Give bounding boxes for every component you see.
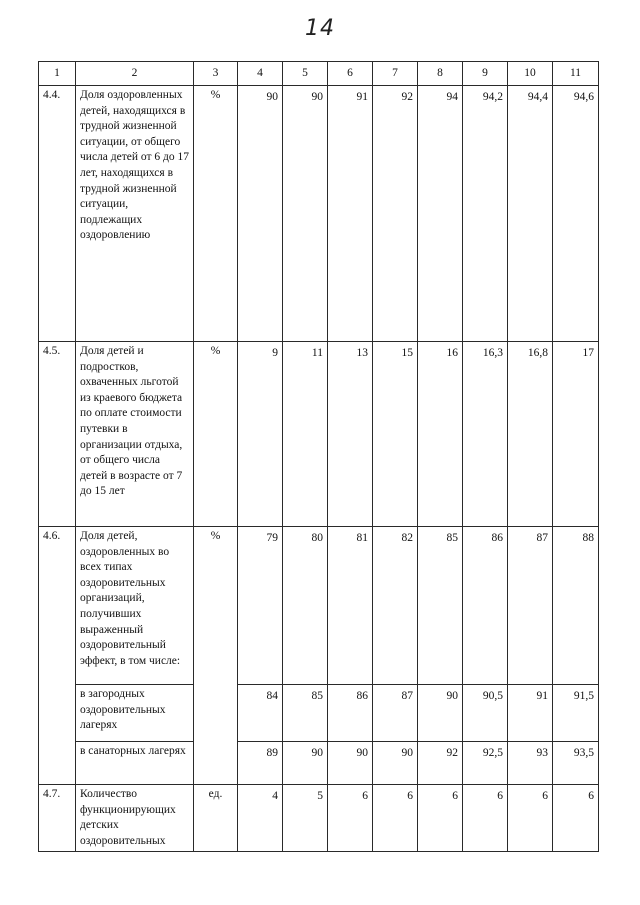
value-cell: 94,4 — [508, 86, 553, 342]
indicators-table — [38, 61, 599, 852]
header-cell: 5 — [283, 62, 328, 86]
value-cell: 87 — [373, 685, 418, 742]
value-cell: 94 — [418, 86, 463, 342]
header-row — [39, 62, 599, 86]
value-cell: 85 — [418, 527, 463, 685]
value-cell: 9 — [238, 342, 283, 527]
value-cell: 16,3 — [463, 342, 508, 527]
table-row — [39, 86, 599, 342]
value-cell: 6 — [553, 785, 599, 852]
header-cell: 1 — [39, 62, 76, 86]
indicator-name: Количество функционирующих детских оздоровительных — [76, 785, 194, 852]
value-cell: 91 — [328, 86, 373, 342]
value-cell: 6 — [373, 785, 418, 852]
value-cell: 94,6 — [553, 86, 599, 342]
value-cell: 16,8 — [508, 342, 553, 527]
unit: % — [194, 342, 238, 527]
value-cell: 82 — [373, 527, 418, 685]
value-cell: 90 — [283, 742, 328, 785]
value-cell: 6 — [508, 785, 553, 852]
header-cell: 3 — [194, 62, 238, 86]
row-number: 4.6. — [39, 527, 76, 785]
value-cell: 86 — [463, 527, 508, 685]
value-cell: 90,5 — [463, 685, 508, 742]
value-cell: 88 — [553, 527, 599, 685]
header-cell: 6 — [328, 62, 373, 86]
value-cell: 94,2 — [463, 86, 508, 342]
value-cell: 92 — [418, 742, 463, 785]
indicator-name: Доля оздоровленных детей, находящихся в трудной жизненной ситуации, от общего числа детей от 6 до 17 лет, находящихся в трудной жизненной ситуации, подлежащих оздоровлению — [76, 86, 194, 342]
value-cell: 5 — [283, 785, 328, 852]
indicator-name: Доля детей, оздоровленных во всех типах оздоровительных организаций, получивших выраженный оздоровительный эффект, в том числе: — [76, 527, 194, 685]
value-cell: 90 — [283, 86, 328, 342]
header-cell: 11 — [553, 62, 599, 86]
value-cell: 13 — [328, 342, 373, 527]
value-cell: 86 — [328, 685, 373, 742]
header-cell: 10 — [508, 62, 553, 86]
row-number: 4.5. — [39, 342, 76, 527]
value-cell: 79 — [238, 527, 283, 685]
table-subrow — [39, 685, 599, 742]
value-cell: 84 — [238, 685, 283, 742]
unit: % — [194, 86, 238, 342]
value-cell: 91 — [508, 685, 553, 742]
value-cell: 92,5 — [463, 742, 508, 785]
value-cell: 80 — [283, 527, 328, 685]
value-cell: 91,5 — [553, 685, 599, 742]
value-cell: 87 — [508, 527, 553, 685]
value-cell: 6 — [463, 785, 508, 852]
indicator-subname: в санаторных лагерях — [76, 742, 194, 785]
value-cell: 90 — [418, 685, 463, 742]
indicator-subname: в загородных оздоровительных лагерях — [76, 685, 194, 742]
value-cell: 6 — [328, 785, 373, 852]
value-cell: 90 — [328, 742, 373, 785]
table-row — [39, 785, 599, 852]
table-row — [39, 342, 599, 527]
table-row — [39, 527, 599, 685]
value-cell: 89 — [238, 742, 283, 785]
value-cell: 93 — [508, 742, 553, 785]
indicator-name: Доля детей и подростков, охваченных льготой из краевого бюджета по оплате стоимости путевки в организации отдыха, от общего числа детей в возрасте от 7 до 15 лет — [76, 342, 194, 527]
value-cell: 4 — [238, 785, 283, 852]
value-cell: 90 — [238, 86, 283, 342]
value-cell: 17 — [553, 342, 599, 527]
page-number: 14 — [305, 16, 335, 41]
value-cell: 15 — [373, 342, 418, 527]
row-number: 4.7. — [39, 785, 76, 852]
table-subrow — [39, 742, 599, 785]
value-cell: 90 — [373, 742, 418, 785]
value-cell: 93,5 — [553, 742, 599, 785]
header-cell: 8 — [418, 62, 463, 86]
header-cell: 4 — [238, 62, 283, 86]
value-cell: 92 — [373, 86, 418, 342]
value-cell: 81 — [328, 527, 373, 685]
value-cell: 85 — [283, 685, 328, 742]
header-cell: 9 — [463, 62, 508, 86]
value-cell: 16 — [418, 342, 463, 527]
row-number: 4.4. — [39, 86, 76, 342]
header-cell: 7 — [373, 62, 418, 86]
value-cell: 6 — [418, 785, 463, 852]
header-cell: 2 — [76, 62, 194, 86]
unit: ед. — [194, 785, 238, 852]
value-cell: 11 — [283, 342, 328, 527]
unit: % — [194, 527, 238, 785]
